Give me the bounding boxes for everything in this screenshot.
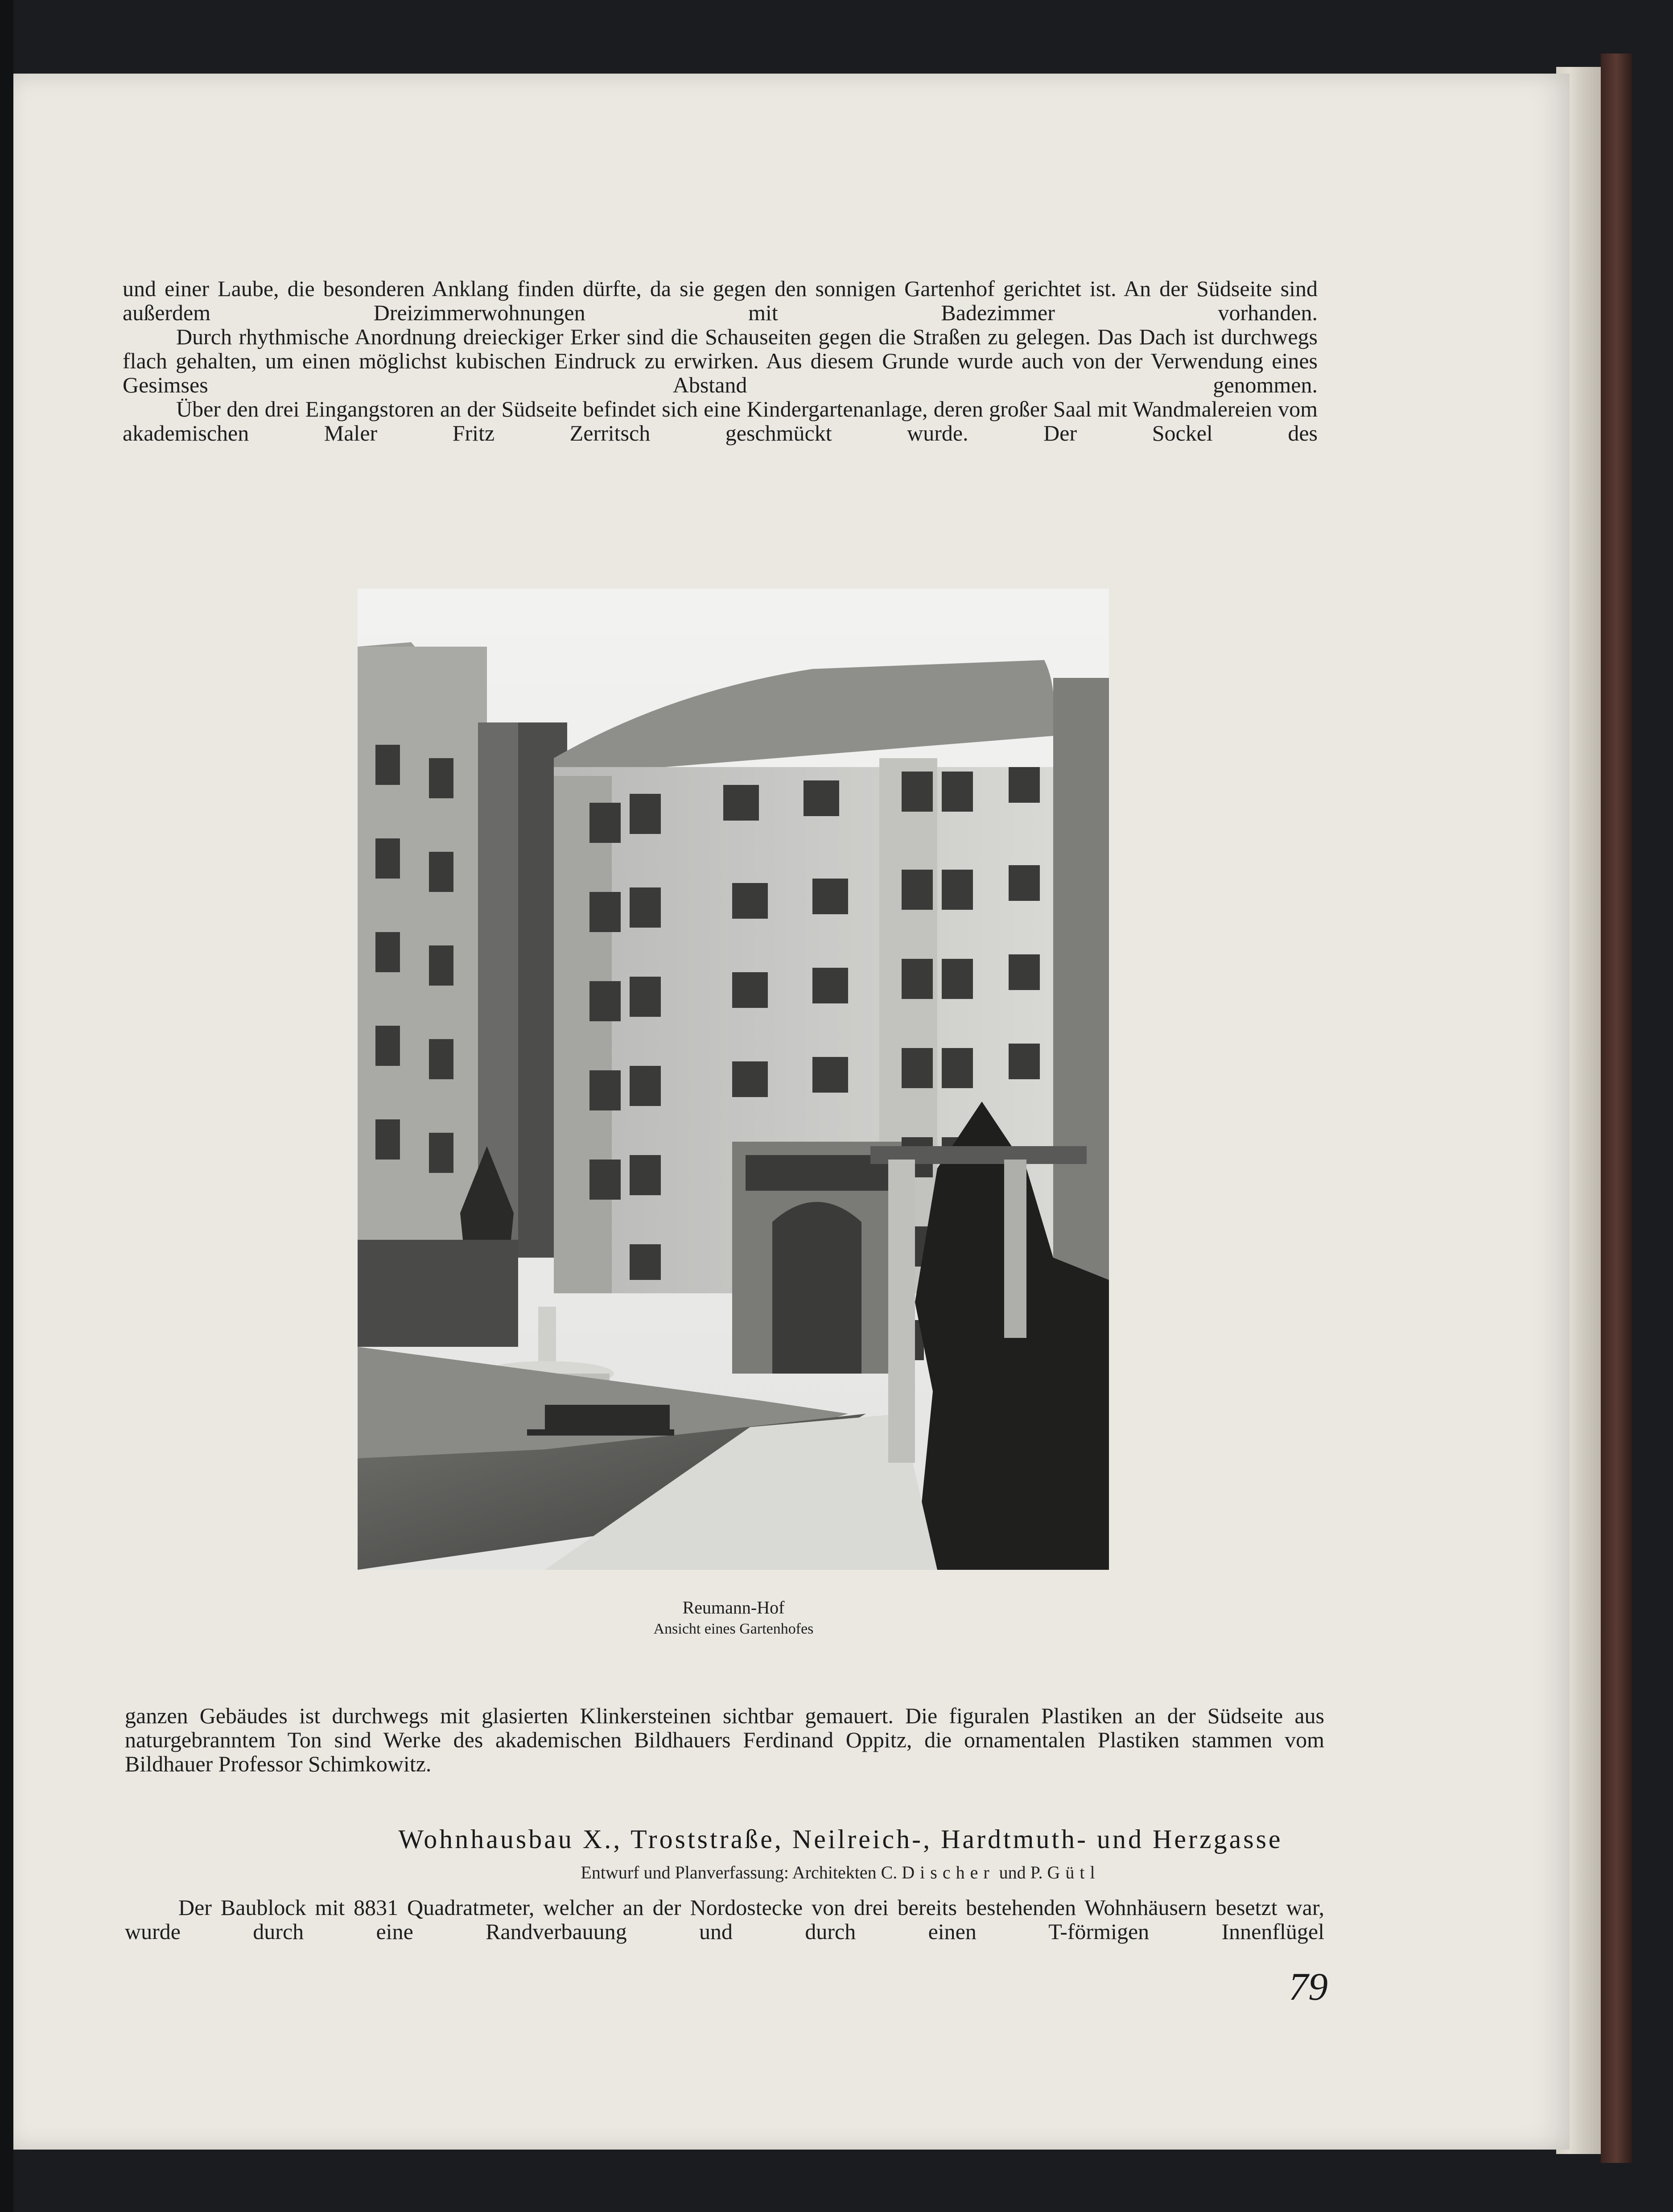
paragraph-1: und einer Laube, die besonderen Anklang finden dürfte, da sie gegen den sonnigen Gartenhof gerichtet ist. An der Südseite sind außerdem Dreizimmerwohnungen mit Badezimmer vorhanden. [123, 276, 1318, 325]
middle-text-block [125, 1704, 1324, 1776]
architect-name-1: Discher [902, 1862, 995, 1882]
courtyard-photo-image [358, 589, 1109, 1570]
section-subheading [129, 1862, 1552, 1883]
photo-caption [459, 1597, 1008, 1639]
subheading-prefix: Entwurf und Planverfassung: Architekten C. [581, 1862, 898, 1882]
section-heading: Wohnhausbau X., Troststraße, Neilreich-, Hardtmuth- und Herzgasse [398, 1824, 1283, 1854]
scan-edge [0, 0, 13, 2212]
book-page [13, 74, 1570, 2150]
photo-caption-subtitle: Ansicht eines Gartenhofes [653, 1621, 814, 1637]
top-text-block [123, 276, 1318, 445]
book-cover-edge [1601, 54, 1632, 2163]
section-text-block [125, 1895, 1324, 1944]
photo-caption-title: Reumann-Hof [682, 1597, 785, 1618]
paragraph-2: Durch rhythmische Anordnung dreieckiger Erker sind die Schauseiten gegen die Straßen zu gelegen. Das Dach ist durchwegs flach gehalten, um einen möglichst kubischen Eindruck zu erwirken. Aus diesem Grunde wurde auch von der Verwendung eines Gesimses Abstand genommen. [123, 324, 1318, 397]
page-number: 79 [1289, 1965, 1328, 2009]
architect-name-2: Gütl [1047, 1862, 1100, 1882]
subheading-middle: und P. [999, 1862, 1043, 1882]
paragraph-5: Der Baublock mit 8831 Quadratmeter, welcher an der Nordostecke von drei bereits bestehenden Wohnhäusern besetzt war, wurde durch eine Randverbauung und durch einen T-förmigen Innenflügel [125, 1895, 1324, 1944]
paragraph-3: Über den drei Eingangstoren an der Südseite befindet sich eine Kindergartenanlage, deren großer Saal mit Wandmalereien vom akademischen Maler Fritz Zerritsch geschmückt wurde. Der Sockel des [123, 396, 1318, 446]
paragraph-4: ganzen Gebäudes ist durchwegs mit glasierten Klinkersteinen sichtbar gemauert. Die figuralen Plastiken an der Südseite aus naturgebranntem Ton sind Werke des akademischen Bildhauers Ferdinand Oppitz, die ornamentalen Plastiken stammen vom Bildhauer Professor Schimkowitz. [125, 1703, 1324, 1776]
courtyard-photo [358, 589, 1109, 1570]
